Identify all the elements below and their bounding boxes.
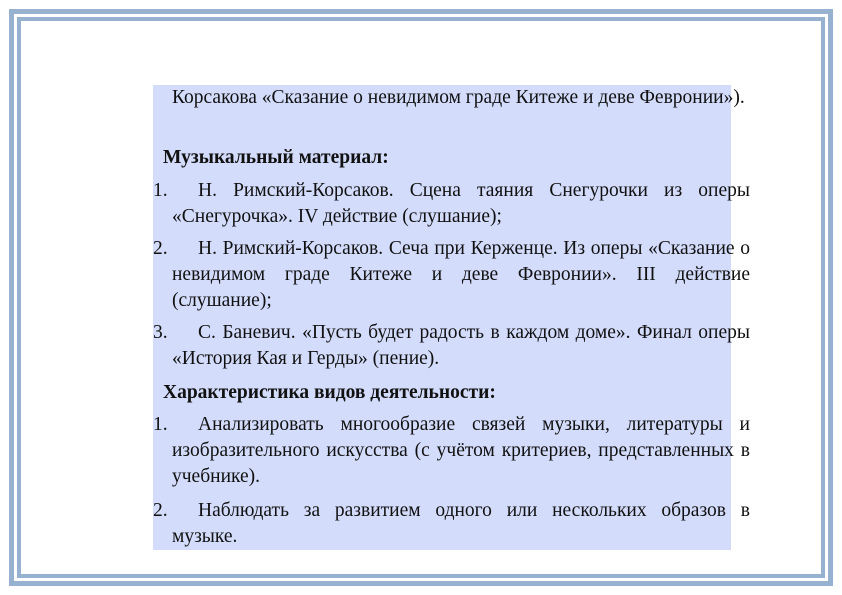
list-item-text: Анализировать многообразие связей музыки, литературы и изобразительного искусства (с учётом критериев, представленных в учебнике). bbox=[172, 414, 750, 487]
list-number: 2. bbox=[153, 238, 168, 259]
intro-continuation: Корсакова «Сказание о невидимом граде Китеже и деве Февронии»). bbox=[172, 87, 745, 108]
lesson-text-panel bbox=[153, 85, 750, 550]
list-item-text: Наблюдать за развитием одного или нескольких образов в музыке. bbox=[172, 500, 750, 547]
list-number: 1. bbox=[153, 180, 168, 201]
list-item-text: Н. Римский-Корсаков. Сеча при Керженце. Из оперы «Сказание о невидимом граде Китеже и деве Февронии». III действие (слушание); bbox=[172, 238, 750, 311]
list-item-text: Н. Римский-Корсаков. Сцена таяния Снегурочки из оперы «Снегурочка». IV действие (слушание); bbox=[172, 180, 750, 227]
list-number: 1. bbox=[153, 414, 168, 435]
list-number: 2. bbox=[153, 500, 168, 521]
list-number: 3. bbox=[153, 322, 168, 343]
activity-item-2 bbox=[153, 498, 750, 550]
activities-heading: Характеристика видов деятельности: bbox=[163, 382, 496, 403]
list-item-text: С. Баневич. «Пусть будет радость в каждом доме». Финал оперы «История Кая и Герды» (пение). bbox=[172, 322, 750, 369]
music-material-heading: Музыкальный материал: bbox=[163, 147, 389, 168]
music-item-1 bbox=[153, 178, 750, 230]
activity-item-1 bbox=[153, 412, 750, 490]
music-item-3 bbox=[153, 320, 750, 372]
music-item-2 bbox=[153, 236, 750, 314]
